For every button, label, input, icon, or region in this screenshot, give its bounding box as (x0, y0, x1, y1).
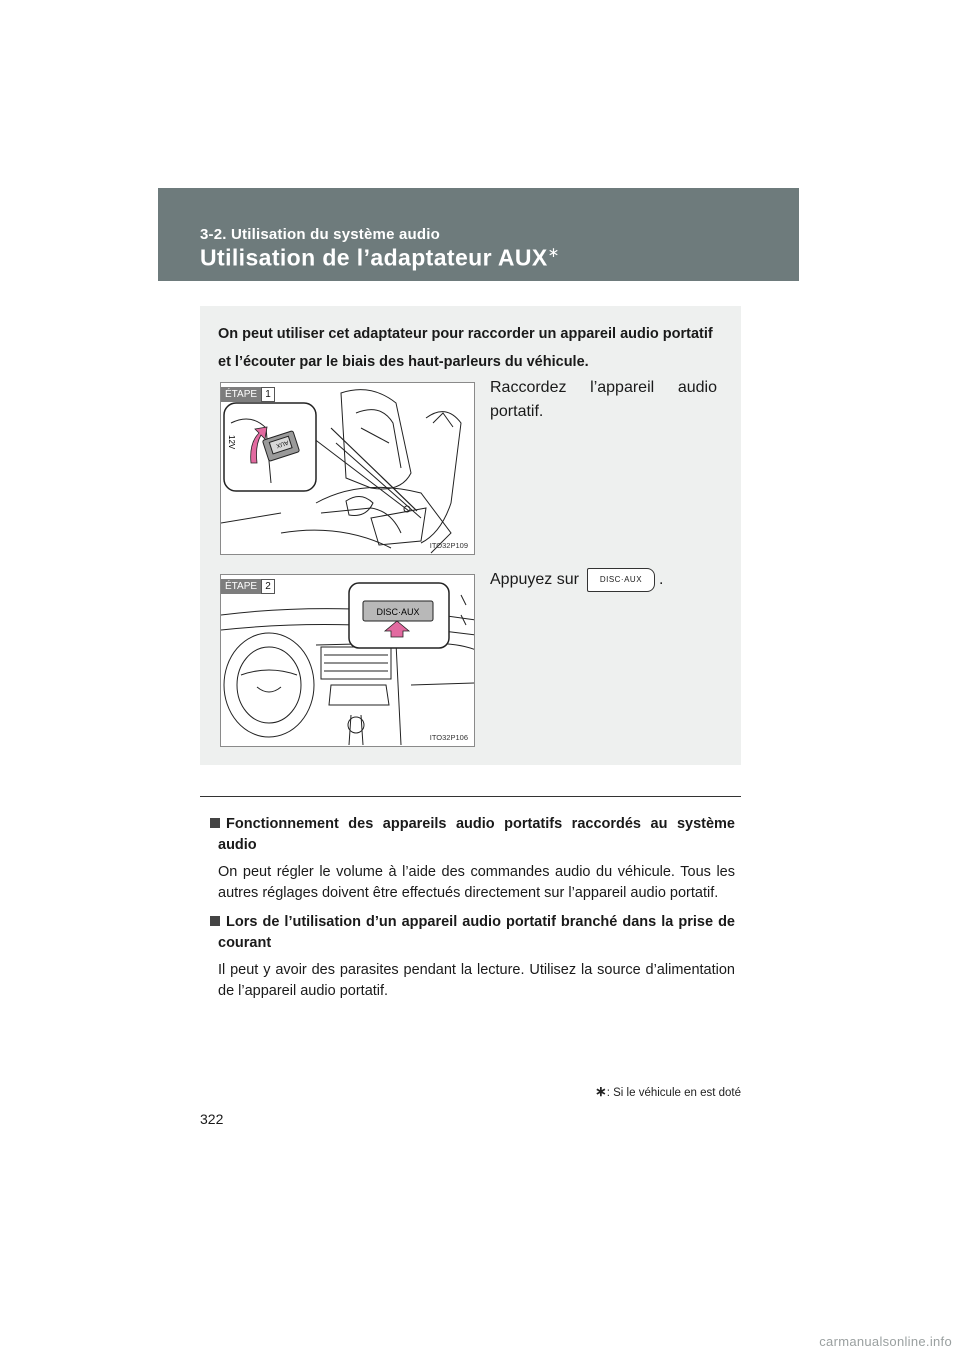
notes-section (210, 814, 735, 1010)
asterisk-icon: ∗ (595, 1083, 607, 1099)
watermark: carmanualsonline.info (819, 1334, 952, 1349)
aux-callout-label: AUX (275, 438, 289, 449)
optional-mark: ∗ (547, 244, 560, 260)
step-1-text: Raccordez l’appareil audio portatif. (490, 379, 717, 420)
console-illustration-1 (221, 383, 475, 555)
step-badge-1: ÉTAPE 1 (221, 387, 275, 402)
figure-step-1 (220, 382, 475, 555)
page-number: 322 (200, 1111, 224, 1127)
divider (200, 796, 741, 797)
figure-code: ITO32P106 (429, 733, 468, 742)
bullet-square-icon (210, 916, 220, 926)
svg-text:12V: 12V (227, 435, 236, 450)
note-heading: Lors de l’utilisation d’un appareil audio portatif branché dans la prise de courant (210, 912, 735, 954)
disc-aux-callout-label: DISC·AUX (376, 607, 420, 617)
step-2-text (490, 568, 717, 592)
note-body: On peut régler le volume à l’aide des commandes audio du véhicule. Tous les autres réglages doivent être effectués directement sur l’appareil audio portatif. (218, 864, 735, 901)
step-2-suffix: . (658, 571, 664, 588)
step-2-prefix: Appuyez sur (490, 571, 579, 588)
page-title-text: Utilisation de l’adaptateur AUX (200, 244, 548, 271)
dashboard-illustration-2 (221, 575, 475, 747)
chapter-header (158, 188, 799, 281)
bullet-square-icon (210, 818, 220, 828)
figure-code: ITO32P109 (429, 541, 468, 550)
note-body: Il peut y avoir des parasites pendant la lecture. Utilisez la source d’alimentation de l’appareil audio portatif. (218, 962, 735, 999)
page-title (200, 244, 560, 272)
step-badge-2: ÉTAPE 2 (221, 579, 275, 594)
note-heading: Fonctionnement des appareils audio portatifs raccordés au système audio (210, 814, 735, 856)
section-label: 3-2. Utilisation du système audio (200, 226, 440, 243)
figure-step-2 (220, 574, 475, 747)
disc-aux-button-icon: DISC·AUX (587, 568, 655, 592)
footnote: ∗: Si le véhicule en est doté (595, 1083, 741, 1099)
intro-text: On peut utiliser cet adaptateur pour raccorder un appareil audio portatif et l’écouter par le biais des haut-parleurs du véhicule. (218, 326, 713, 370)
instruction-panel (200, 306, 741, 765)
